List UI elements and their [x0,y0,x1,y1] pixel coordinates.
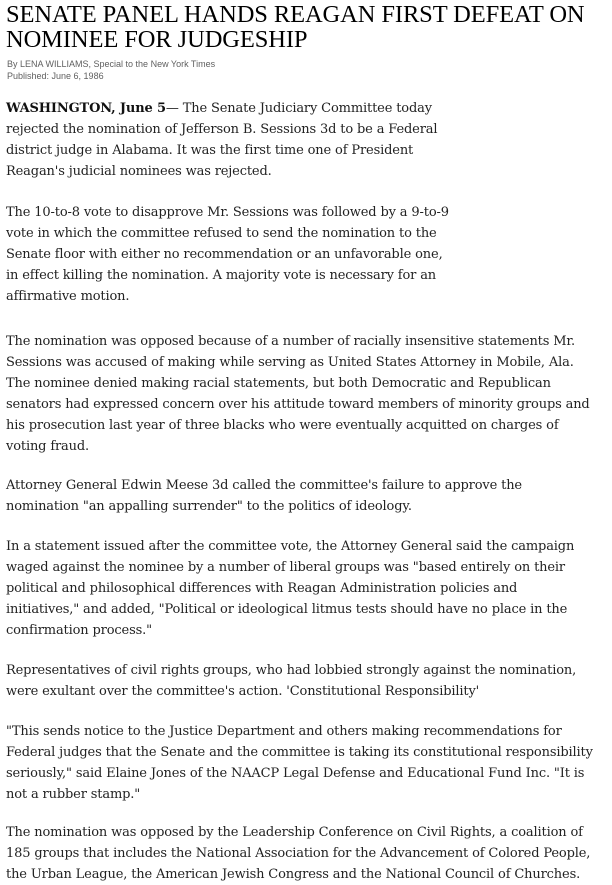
publish-date: Published: June 6, 1986 [7,71,104,81]
paragraph-line: district judge in Alabama. It was the first time one of President [6,143,414,158]
article-paragraph-5 [6,536,574,641]
paragraph-line: Senate floor with either no recommendation or an unfavorable one, [6,247,443,262]
paragraph-line: affirmative motion. [6,289,130,304]
paragraph-line: Attorney General Edwin Meese 3d called the committee's failure to approve the [6,478,522,493]
article-paragraph-7 [6,721,593,805]
paragraph-line: In a statement issued after the committee vote, the Attorney General said the campaign [6,539,575,554]
article-paragraph-1 [6,98,437,182]
paragraph-line: not a rubber stamp." [6,787,141,802]
paragraph-line: WASHINGTON, June 5— The Senate Judiciary Committee today [6,101,432,116]
paragraph-line: waged against the nominee by a number of liberal groups was "based entirely on their [6,560,565,575]
paragraph-line: The nominee denied making racial statements, but both Democratic and Republican [6,376,551,391]
article-paragraph-4 [6,475,522,517]
headline: SENATE PANEL HANDS REAGAN FIRST DEFEAT ON NOMINEE FOR JUDGESHIP [6,1,585,53]
paragraph-line: political and philosophical differences with Reagan Administration policies and [6,581,518,596]
paragraph-line: Reagan's judicial nominees was rejected. [6,164,272,179]
paragraph-line: voting fraud. [6,439,90,454]
article-paragraph-6 [6,660,576,702]
paragraph-line: his prosecution last year of three blacks who were eventually acquitted on charges of [6,418,559,433]
paragraph-line: The nomination was opposed by the Leadership Conference on Civil Rights, a coalition of [6,825,583,840]
paragraph-line: were exultant over the committee's action. 'Constitutional Responsibility' [6,684,480,699]
dateline-dash: — [165,101,183,116]
dateline: WASHINGTON, June 5 [6,101,166,116]
paragraph-line: Representatives of civil rights groups, who had lobbied strongly against the nomination, [6,663,577,678]
paragraph-line: "This sends notice to the Justice Department and others making recommendations for [6,724,562,739]
paragraph-line: The 10-to-8 vote to disapprove Mr. Sessions was followed by a 9-to-9 [6,205,449,220]
byline: By LENA WILLIAMS, Special to the New York Times [7,59,216,69]
article-paragraph-2 [6,202,449,307]
paragraph-line: 185 groups that includes the National Association for the Advancement of Colored People, [6,846,591,861]
paragraph-line: Federal judges that the Senate and the committee is taking its constitutional responsibility [6,745,593,760]
paragraph-line: The nomination was opposed because of a number of racially insensitive statements Mr. [6,334,576,349]
paragraph-line: senators had expressed concern over his attitude toward members of minority groups and [6,397,590,412]
paragraph-line: seriously," said Elaine Jones of the NAACP Legal Defense and Educational Fund Inc. "It is [6,766,585,781]
paragraph-line: in effect killing the nomination. A majority vote is necessary for an [6,268,437,283]
paragraph-line: initiatives," and added, "Political or ideological litmus tests should have no place in the [6,602,568,617]
article-paragraph-8 [6,822,590,885]
paragraph-line: rejected the nomination of Jefferson B. Sessions 3d to be a Federal [6,122,438,137]
article-paragraph-3 [6,331,590,457]
paragraph-line: confirmation process." [6,623,152,638]
paragraph-line: vote in which the committee refused to send the nomination to the [6,226,437,241]
paragraph-line: the Urban League, the American Jewish Congress and the National Council of Churches. [6,867,581,882]
paragraph-line: nomination "an appalling surrender" to the politics of ideology. [6,499,412,514]
paragraph-line: Sessions was accused of making while serving as United States Attorney in Mobile, Ala. [6,355,574,370]
